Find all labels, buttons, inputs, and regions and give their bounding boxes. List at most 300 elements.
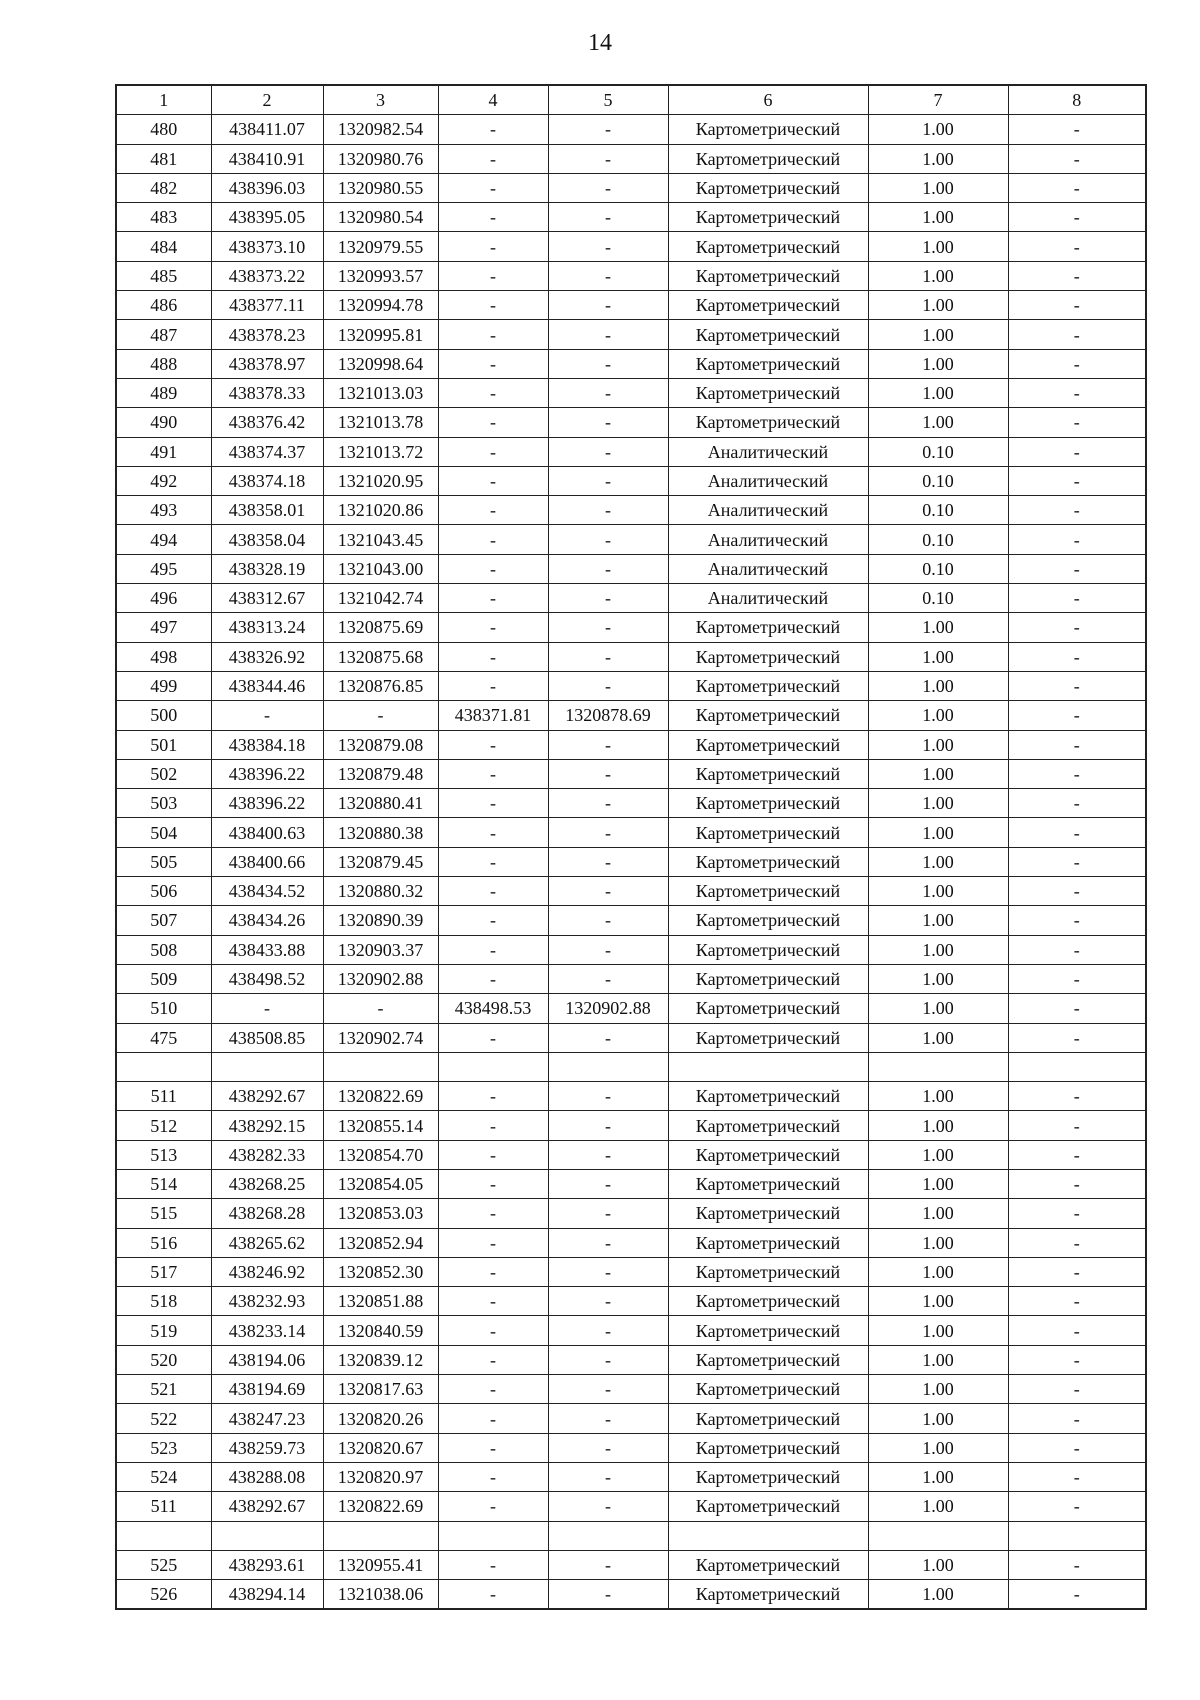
cell-x-coord: 438411.07 <box>211 115 323 144</box>
cell-method: Картометрический <box>668 671 868 700</box>
cell-x-coord-alt: - <box>438 437 548 466</box>
table-row <box>116 1375 1146 1404</box>
cell-accuracy: 1.00 <box>868 1287 1008 1316</box>
cell-point-number: 522 <box>116 1404 211 1433</box>
cell-note: - <box>1008 1404 1146 1433</box>
cell-accuracy: 1.00 <box>868 203 1008 232</box>
cell-x-coord <box>211 1052 323 1081</box>
cell-y-coord-alt: - <box>548 144 668 173</box>
cell-note: - <box>1008 1462 1146 1491</box>
cell-y-coord-alt: - <box>548 115 668 144</box>
cell-y-coord: 1320879.45 <box>323 847 438 876</box>
table-row <box>116 349 1146 378</box>
cell-y-coord-alt: 5 <box>548 85 668 115</box>
cell-method: Картометрический <box>668 994 868 1023</box>
cell-method: Картометрический <box>668 1375 868 1404</box>
cell-y-coord-alt: - <box>548 1580 668 1610</box>
cell-method: Картометрический <box>668 1316 868 1345</box>
cell-x-coord-alt: - <box>438 408 548 437</box>
cell-x-coord-alt: 438498.53 <box>438 994 548 1023</box>
cell-method: Аналитический <box>668 584 868 613</box>
cell-note: - <box>1008 1550 1146 1579</box>
cell-x-coord-alt: 4 <box>438 85 548 115</box>
cell-note: - <box>1008 1257 1146 1286</box>
cell-x-coord-alt <box>438 1521 548 1550</box>
cell-note: - <box>1008 1375 1146 1404</box>
table-row <box>116 1287 1146 1316</box>
cell-y-coord: 1320879.48 <box>323 759 438 788</box>
cell-note: - <box>1008 759 1146 788</box>
cell-x-coord: 438194.06 <box>211 1345 323 1374</box>
cell-point-number: 510 <box>116 994 211 1023</box>
table-row <box>116 847 1146 876</box>
cell-method: Картометрический <box>668 789 868 818</box>
cell-y-coord: 1320820.26 <box>323 1404 438 1433</box>
cell-note: - <box>1008 173 1146 202</box>
cell-method: Картометрический <box>668 349 868 378</box>
cell-method: Картометрический <box>668 818 868 847</box>
cell-y-coord-alt <box>548 1521 668 1550</box>
cell-point-number: 490 <box>116 408 211 437</box>
cell-note: - <box>1008 877 1146 906</box>
cell-note: - <box>1008 1492 1146 1521</box>
cell-x-coord: 438378.23 <box>211 320 323 349</box>
cell-y-coord: 1321013.72 <box>323 437 438 466</box>
cell-y-coord-alt: - <box>548 1287 668 1316</box>
table-row <box>116 1082 1146 1111</box>
cell-accuracy: 1.00 <box>868 1580 1008 1610</box>
cell-y-coord-alt: - <box>548 1257 668 1286</box>
cell-note: - <box>1008 1082 1146 1111</box>
cell-accuracy: 1.00 <box>868 1492 1008 1521</box>
cell-method: Аналитический <box>668 466 868 495</box>
table-row <box>116 642 1146 671</box>
cell-y-coord: 1321043.00 <box>323 554 438 583</box>
cell-x-coord: 438292.15 <box>211 1111 323 1140</box>
cell-y-coord: 1320879.08 <box>323 730 438 759</box>
cell-method: Картометрический <box>668 1199 868 1228</box>
cell-x-coord-alt: - <box>438 1228 548 1257</box>
cell-x-coord: 438374.37 <box>211 437 323 466</box>
cell-x-coord: 438395.05 <box>211 203 323 232</box>
cell-method: Картометрический <box>668 730 868 759</box>
cell-accuracy: 1.00 <box>868 671 1008 700</box>
cell-x-coord: 438378.97 <box>211 349 323 378</box>
cell-x-coord: 438268.25 <box>211 1169 323 1198</box>
cell-point-number: 486 <box>116 291 211 320</box>
cell-point-number: 491 <box>116 437 211 466</box>
cell-note: - <box>1008 906 1146 935</box>
table-row <box>116 173 1146 202</box>
cell-accuracy: 0.10 <box>868 525 1008 554</box>
cell-accuracy: 1.00 <box>868 818 1008 847</box>
cell-y-coord: 1320854.70 <box>323 1140 438 1169</box>
cell-accuracy: 1.00 <box>868 1111 1008 1140</box>
cell-accuracy: 1.00 <box>868 1169 1008 1198</box>
cell-y-coord: 1320902.88 <box>323 964 438 993</box>
cell-accuracy: 1.00 <box>868 144 1008 173</box>
cell-point-number: 509 <box>116 964 211 993</box>
cell-accuracy: 1.00 <box>868 232 1008 261</box>
cell-y-coord-alt: - <box>548 818 668 847</box>
cell-accuracy: 1.00 <box>868 877 1008 906</box>
cell-x-coord-alt: - <box>438 906 548 935</box>
cell-x-coord-alt: - <box>438 466 548 495</box>
table-row <box>116 613 1146 642</box>
cell-x-coord: 438400.63 <box>211 818 323 847</box>
table-row <box>116 1521 1146 1550</box>
cell-y-coord: 1321013.03 <box>323 378 438 407</box>
table-row <box>116 437 1146 466</box>
table-row <box>116 1169 1146 1198</box>
cell-method: Картометрический <box>668 906 868 935</box>
table-row <box>116 1140 1146 1169</box>
table-row <box>116 1228 1146 1257</box>
cell-x-coord-alt: - <box>438 232 548 261</box>
cell-note <box>1008 1052 1146 1081</box>
cell-note: - <box>1008 525 1146 554</box>
cell-point-number: 508 <box>116 935 211 964</box>
table-row <box>116 1462 1146 1491</box>
cell-y-coord: 1320853.03 <box>323 1199 438 1228</box>
cell-y-coord-alt: - <box>548 1111 668 1140</box>
cell-x-coord-alt: - <box>438 730 548 759</box>
cell-point-number: 507 <box>116 906 211 935</box>
cell-y-coord-alt: - <box>548 877 668 906</box>
cell-y-coord-alt: - <box>548 1023 668 1052</box>
cell-note: - <box>1008 671 1146 700</box>
cell-x-coord: 438373.10 <box>211 232 323 261</box>
cell-accuracy: 1.00 <box>868 1375 1008 1404</box>
cell-method: Картометрический <box>668 1433 868 1462</box>
table-row <box>116 261 1146 290</box>
cell-point-number: 485 <box>116 261 211 290</box>
cell-point-number: 524 <box>116 1462 211 1491</box>
cell-accuracy: 1.00 <box>868 1345 1008 1374</box>
table-row <box>116 1052 1146 1081</box>
cell-y-coord: 1321042.74 <box>323 584 438 613</box>
cell-point-number: 513 <box>116 1140 211 1169</box>
cell-x-coord-alt: - <box>438 613 548 642</box>
cell-note: - <box>1008 789 1146 818</box>
cell-point-number: 517 <box>116 1257 211 1286</box>
table-row <box>116 1492 1146 1521</box>
table-row <box>116 525 1146 554</box>
cell-note: - <box>1008 1228 1146 1257</box>
cell-y-coord-alt: - <box>548 935 668 964</box>
cell-y-coord: 1320994.78 <box>323 291 438 320</box>
table-row <box>116 789 1146 818</box>
cell-x-coord-alt: - <box>438 1580 548 1610</box>
cell-x-coord: 438292.67 <box>211 1082 323 1111</box>
cell-x-coord: 438247.23 <box>211 1404 323 1433</box>
cell-y-coord-alt: - <box>548 466 668 495</box>
cell-y-coord-alt: - <box>548 1375 668 1404</box>
cell-method: Картометрический <box>668 1492 868 1521</box>
cell-accuracy: 0.10 <box>868 437 1008 466</box>
cell-accuracy: 0.10 <box>868 584 1008 613</box>
cell-y-coord: 1320875.69 <box>323 613 438 642</box>
cell-note: - <box>1008 1287 1146 1316</box>
cell-point-number: 521 <box>116 1375 211 1404</box>
cell-y-coord: 3 <box>323 85 438 115</box>
cell-y-coord: 1320820.97 <box>323 1462 438 1491</box>
cell-x-coord: 438288.08 <box>211 1462 323 1491</box>
cell-method: Картометрический <box>668 1550 868 1579</box>
cell-point-number: 512 <box>116 1111 211 1140</box>
cell-method: Картометрический <box>668 642 868 671</box>
cell-point-number: 514 <box>116 1169 211 1198</box>
cell-point-number: 525 <box>116 1550 211 1579</box>
table-row <box>116 1580 1146 1610</box>
cell-x-coord: 438400.66 <box>211 847 323 876</box>
cell-method: Картометрический <box>668 1023 868 1052</box>
cell-y-coord-alt: - <box>548 261 668 290</box>
cell-point-number: 492 <box>116 466 211 495</box>
cell-accuracy: 1.00 <box>868 261 1008 290</box>
cell-y-coord-alt: - <box>548 1140 668 1169</box>
cell-point-number: 494 <box>116 525 211 554</box>
cell-y-coord-alt: 1320878.69 <box>548 701 668 730</box>
cell-x-coord: 438410.91 <box>211 144 323 173</box>
cell-accuracy: 0.10 <box>868 466 1008 495</box>
table-row <box>116 232 1146 261</box>
cell-x-coord-alt: - <box>438 789 548 818</box>
cell-y-coord: 1321020.95 <box>323 466 438 495</box>
cell-accuracy: 1.00 <box>868 1257 1008 1286</box>
cell-x-coord: 438344.46 <box>211 671 323 700</box>
cell-y-coord-alt: - <box>548 1550 668 1579</box>
cell-method: Картометрический <box>668 1257 868 1286</box>
cell-y-coord-alt: - <box>548 1345 668 1374</box>
cell-y-coord-alt: - <box>548 906 668 935</box>
table-row <box>116 818 1146 847</box>
cell-y-coord-alt: - <box>548 437 668 466</box>
cell-method: Картометрический <box>668 1228 868 1257</box>
cell-y-coord: 1321020.86 <box>323 496 438 525</box>
cell-y-coord-alt: - <box>548 1082 668 1111</box>
cell-x-coord: 438384.18 <box>211 730 323 759</box>
cell-method <box>668 1521 868 1550</box>
cell-x-coord-alt: - <box>438 1257 548 1286</box>
coordinates-table <box>115 84 1147 1610</box>
cell-note: - <box>1008 1345 1146 1374</box>
cell-y-coord: 1320995.81 <box>323 320 438 349</box>
cell-x-coord-alt: - <box>438 642 548 671</box>
cell-y-coord-alt: 1320902.88 <box>548 994 668 1023</box>
table-row <box>116 378 1146 407</box>
cell-y-coord-alt: - <box>548 1433 668 1462</box>
cell-point-number: 475 <box>116 1023 211 1052</box>
cell-note: - <box>1008 291 1146 320</box>
cell-accuracy: 1.00 <box>868 847 1008 876</box>
cell-y-coord-alt: - <box>548 1404 668 1433</box>
cell-accuracy: 1.00 <box>868 1140 1008 1169</box>
cell-y-coord: 1320982.54 <box>323 115 438 144</box>
cell-accuracy: 1.00 <box>868 1316 1008 1345</box>
cell-x-coord-alt: - <box>438 1345 548 1374</box>
cell-method: 6 <box>668 85 868 115</box>
cell-accuracy: 7 <box>868 85 1008 115</box>
cell-method: Картометрический <box>668 378 868 407</box>
cell-note: - <box>1008 935 1146 964</box>
cell-method: Аналитический <box>668 496 868 525</box>
cell-y-coord-alt: - <box>548 203 668 232</box>
cell-x-coord-alt: - <box>438 1023 548 1052</box>
cell-x-coord-alt: - <box>438 554 548 583</box>
cell-accuracy: 1.00 <box>868 115 1008 144</box>
cell-note: 8 <box>1008 85 1146 115</box>
cell-accuracy <box>868 1521 1008 1550</box>
cell-y-coord-alt: - <box>548 525 668 554</box>
cell-y-coord: 1320980.76 <box>323 144 438 173</box>
cell-y-coord: 1320902.74 <box>323 1023 438 1052</box>
cell-x-coord: 438312.67 <box>211 584 323 613</box>
cell-x-coord: 438328.19 <box>211 554 323 583</box>
cell-x-coord-alt: - <box>438 1375 548 1404</box>
table-row <box>116 1404 1146 1433</box>
cell-y-coord-alt: - <box>548 173 668 202</box>
cell-y-coord-alt: - <box>548 642 668 671</box>
cell-y-coord: 1320855.14 <box>323 1111 438 1140</box>
cell-x-coord-alt: - <box>438 1433 548 1462</box>
cell-y-coord: 1320839.12 <box>323 1345 438 1374</box>
cell-y-coord-alt: - <box>548 789 668 818</box>
cell-note <box>1008 1521 1146 1550</box>
table-row <box>116 906 1146 935</box>
cell-note: - <box>1008 730 1146 759</box>
cell-point-number: 526 <box>116 1580 211 1610</box>
cell-accuracy: 1.00 <box>868 730 1008 759</box>
cell-x-coord-alt: - <box>438 584 548 613</box>
cell-accuracy: 1.00 <box>868 1228 1008 1257</box>
cell-x-coord-alt: - <box>438 203 548 232</box>
cell-x-coord: - <box>211 701 323 730</box>
cell-x-coord-alt: - <box>438 759 548 788</box>
table-row <box>116 1433 1146 1462</box>
cell-note: - <box>1008 408 1146 437</box>
cell-note: - <box>1008 349 1146 378</box>
table-row <box>116 730 1146 759</box>
cell-y-coord: 1320890.39 <box>323 906 438 935</box>
cell-x-coord-alt: - <box>438 115 548 144</box>
cell-note: - <box>1008 994 1146 1023</box>
cell-y-coord: 1321043.45 <box>323 525 438 554</box>
cell-y-coord-alt: - <box>548 964 668 993</box>
cell-accuracy: 1.00 <box>868 173 1008 202</box>
cell-method: Картометрический <box>668 115 868 144</box>
table-row <box>116 554 1146 583</box>
cell-x-coord: 438246.92 <box>211 1257 323 1286</box>
cell-method: Картометрический <box>668 320 868 349</box>
cell-accuracy: 1.00 <box>868 378 1008 407</box>
cell-x-coord-alt: - <box>438 1287 548 1316</box>
cell-method: Картометрический <box>668 759 868 788</box>
cell-accuracy: 1.00 <box>868 935 1008 964</box>
cell-x-coord: 438377.11 <box>211 291 323 320</box>
cell-accuracy: 1.00 <box>868 789 1008 818</box>
table-row <box>116 584 1146 613</box>
cell-accuracy: 1.00 <box>868 408 1008 437</box>
cell-x-coord: 438374.18 <box>211 466 323 495</box>
cell-x-coord: 438313.24 <box>211 613 323 642</box>
cell-x-coord-alt: - <box>438 525 548 554</box>
table-row <box>116 759 1146 788</box>
cell-y-coord-alt: - <box>548 320 668 349</box>
table-row <box>116 935 1146 964</box>
cell-point-number: 519 <box>116 1316 211 1345</box>
cell-y-coord-alt: - <box>548 1462 668 1491</box>
cell-point-number: 505 <box>116 847 211 876</box>
cell-point-number: 498 <box>116 642 211 671</box>
cell-accuracy: 1.00 <box>868 994 1008 1023</box>
cell-point-number: 481 <box>116 144 211 173</box>
cell-x-coord-alt: - <box>438 1492 548 1521</box>
table-row <box>116 671 1146 700</box>
cell-method: Картометрический <box>668 1082 868 1111</box>
cell-point-number: 484 <box>116 232 211 261</box>
cell-x-coord: 438434.52 <box>211 877 323 906</box>
table-row <box>116 1550 1146 1579</box>
cell-note: - <box>1008 847 1146 876</box>
cell-point-number: 520 <box>116 1345 211 1374</box>
cell-x-coord-alt: - <box>438 1140 548 1169</box>
table-row <box>116 1316 1146 1345</box>
table-row <box>116 115 1146 144</box>
cell-x-coord-alt: - <box>438 261 548 290</box>
cell-x-coord: 438434.26 <box>211 906 323 935</box>
cell-x-coord-alt: - <box>438 671 548 700</box>
cell-accuracy: 1.00 <box>868 1404 1008 1433</box>
table-row <box>116 877 1146 906</box>
cell-y-coord: - <box>323 701 438 730</box>
cell-x-coord-alt: - <box>438 378 548 407</box>
cell-x-coord: 438508.85 <box>211 1023 323 1052</box>
cell-x-coord-alt: - <box>438 847 548 876</box>
table-row <box>116 1199 1146 1228</box>
cell-y-coord: 1320880.32 <box>323 877 438 906</box>
cell-y-coord-alt: - <box>548 759 668 788</box>
table-row <box>116 320 1146 349</box>
cell-note: - <box>1008 613 1146 642</box>
cell-point-number: 497 <box>116 613 211 642</box>
cell-point-number: 506 <box>116 877 211 906</box>
cell-method: Аналитический <box>668 525 868 554</box>
cell-point-number: 511 <box>116 1492 211 1521</box>
cell-point-number: 483 <box>116 203 211 232</box>
cell-point-number: 482 <box>116 173 211 202</box>
cell-method <box>668 1052 868 1081</box>
table-row <box>116 964 1146 993</box>
cell-accuracy: 1.00 <box>868 349 1008 378</box>
cell-y-coord <box>323 1052 438 1081</box>
cell-point-number: 1 <box>116 85 211 115</box>
cell-x-coord: 438433.88 <box>211 935 323 964</box>
cell-x-coord: 438294.14 <box>211 1580 323 1610</box>
cell-y-coord: 1320852.30 <box>323 1257 438 1286</box>
cell-accuracy: 0.10 <box>868 554 1008 583</box>
cell-x-coord: 438326.92 <box>211 642 323 671</box>
cell-note: - <box>1008 320 1146 349</box>
cell-y-coord-alt: - <box>548 1169 668 1198</box>
cell-accuracy: 1.00 <box>868 642 1008 671</box>
cell-y-coord: 1320817.63 <box>323 1375 438 1404</box>
cell-x-coord-alt: - <box>438 1462 548 1491</box>
cell-point-number: 487 <box>116 320 211 349</box>
cell-note: - <box>1008 1111 1146 1140</box>
cell-x-coord: 438376.42 <box>211 408 323 437</box>
cell-point-number: 496 <box>116 584 211 613</box>
